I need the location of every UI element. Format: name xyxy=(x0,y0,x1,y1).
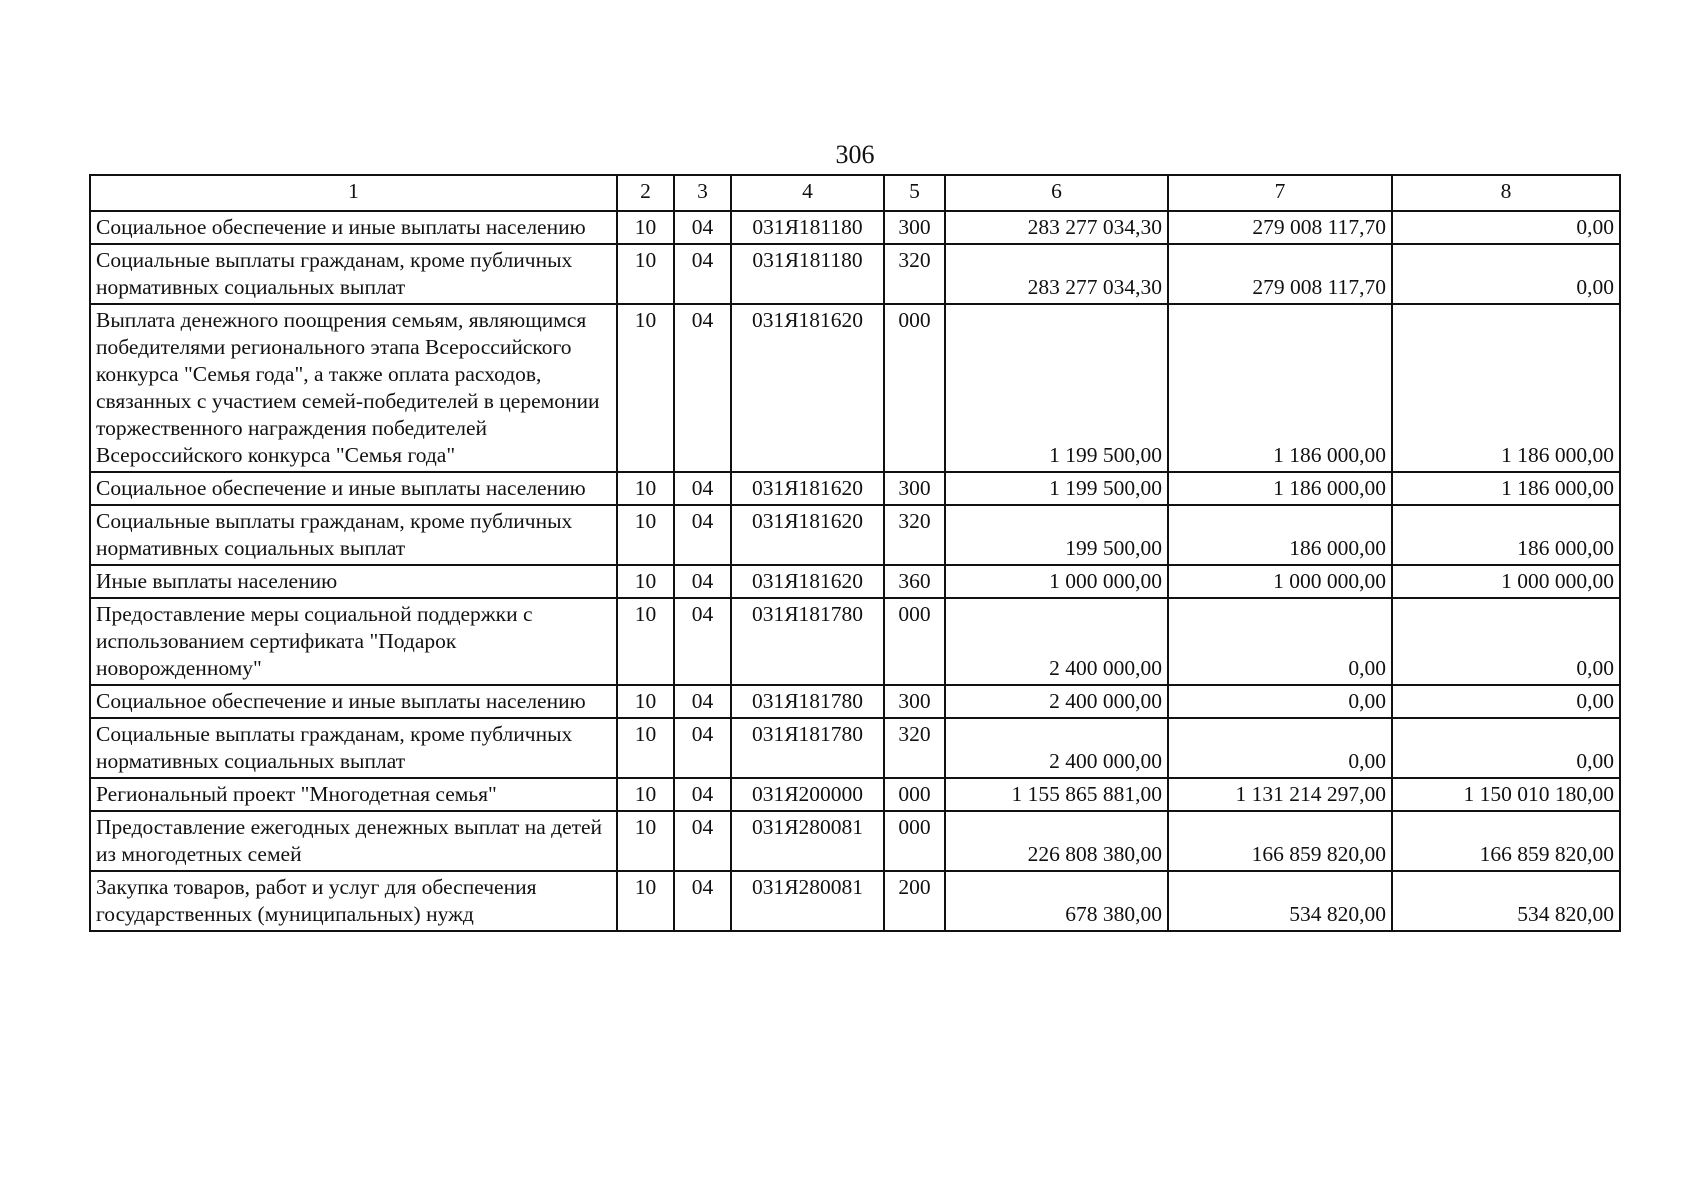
target-article-code: 031Я280081 xyxy=(731,871,884,931)
row-description: Закупка товаров, работ и услуг для обеспечения государственных (муниципальных) нужд xyxy=(90,871,617,931)
target-article-code: 031Я200000 xyxy=(731,778,884,811)
row-description: Выплата денежного поощрения семьям, являющимся победителями регионального этапа Всероссийского конкурса "Семья года", а также оплата расходов, связанных с участием семей-победителей в церемонии торжественного награждения победителей Всероссийского конкурса "Семья года" xyxy=(90,304,617,472)
expense-type-code: 300 xyxy=(884,685,945,718)
row-description: Иные выплаты населению xyxy=(90,565,617,598)
expense-type-code: 320 xyxy=(884,244,945,304)
amount-col-7: 0,00 xyxy=(1168,718,1392,778)
table-row xyxy=(90,871,1620,931)
section-code: 10 xyxy=(617,718,674,778)
expense-type-code: 000 xyxy=(884,304,945,472)
expense-type-code: 200 xyxy=(884,871,945,931)
section-code: 10 xyxy=(617,505,674,565)
section-code: 10 xyxy=(617,304,674,472)
row-description: Предоставление меры социальной поддержки с использованием сертификата "Подарок новорожденному" xyxy=(90,598,617,685)
amount-col-7: 166 859 820,00 xyxy=(1168,811,1392,871)
amount-col-7: 0,00 xyxy=(1168,598,1392,685)
amount-col-6: 2 400 000,00 xyxy=(945,598,1168,685)
expense-type-code: 300 xyxy=(884,211,945,244)
section-code: 10 xyxy=(617,778,674,811)
subsection-code: 04 xyxy=(674,565,731,598)
table-row xyxy=(90,304,1620,472)
row-description: Социальное обеспечение и иные выплаты населению xyxy=(90,472,617,505)
amount-col-6: 1 155 865 881,00 xyxy=(945,778,1168,811)
target-article-code: 031Я181780 xyxy=(731,685,884,718)
amount-col-8: 1 000 000,00 xyxy=(1392,565,1620,598)
expense-type-code: 320 xyxy=(884,718,945,778)
amount-col-7: 1 131 214 297,00 xyxy=(1168,778,1392,811)
amount-col-6: 678 380,00 xyxy=(945,871,1168,931)
amount-col-7: 1 000 000,00 xyxy=(1168,565,1392,598)
amount-col-6: 2 400 000,00 xyxy=(945,685,1168,718)
amount-col-7: 1 186 000,00 xyxy=(1168,472,1392,505)
amount-col-8: 166 859 820,00 xyxy=(1392,811,1620,871)
column-header-8: 8 xyxy=(1392,175,1620,211)
table-row xyxy=(90,472,1620,505)
column-header-4: 4 xyxy=(731,175,884,211)
amount-col-7: 1 186 000,00 xyxy=(1168,304,1392,472)
column-header-1: 1 xyxy=(90,175,617,211)
subsection-code: 04 xyxy=(674,598,731,685)
subsection-code: 04 xyxy=(674,211,731,244)
amount-col-8: 534 820,00 xyxy=(1392,871,1620,931)
table-header-row xyxy=(90,175,1620,211)
amount-col-7: 279 008 117,70 xyxy=(1168,211,1392,244)
column-header-7: 7 xyxy=(1168,175,1392,211)
section-code: 10 xyxy=(617,871,674,931)
amount-col-6: 226 808 380,00 xyxy=(945,811,1168,871)
column-header-3: 3 xyxy=(674,175,731,211)
section-code: 10 xyxy=(617,472,674,505)
target-article-code: 031Я181780 xyxy=(731,598,884,685)
row-description: Социальные выплаты гражданам, кроме публичных нормативных социальных выплат xyxy=(90,505,617,565)
target-article-code: 031Я181620 xyxy=(731,565,884,598)
amount-col-6: 283 277 034,30 xyxy=(945,211,1168,244)
amount-col-6: 1 199 500,00 xyxy=(945,472,1168,505)
budget-table xyxy=(89,174,1621,932)
section-code: 10 xyxy=(617,598,674,685)
amount-col-8: 0,00 xyxy=(1392,598,1620,685)
table-row xyxy=(90,505,1620,565)
target-article-code: 031Я181620 xyxy=(731,304,884,472)
table-row xyxy=(90,211,1620,244)
expense-type-code: 300 xyxy=(884,472,945,505)
subsection-code: 04 xyxy=(674,778,731,811)
target-article-code: 031Я181780 xyxy=(731,718,884,778)
target-article-code: 031Я280081 xyxy=(731,811,884,871)
section-code: 10 xyxy=(617,244,674,304)
amount-col-6: 1 199 500,00 xyxy=(945,304,1168,472)
amount-col-7: 534 820,00 xyxy=(1168,871,1392,931)
table-row xyxy=(90,598,1620,685)
expense-type-code: 360 xyxy=(884,565,945,598)
expense-type-code: 000 xyxy=(884,598,945,685)
amount-col-8: 0,00 xyxy=(1392,211,1620,244)
amount-col-8: 1 186 000,00 xyxy=(1392,472,1620,505)
target-article-code: 031Я181180 xyxy=(731,211,884,244)
subsection-code: 04 xyxy=(674,811,731,871)
amount-col-6: 1 000 000,00 xyxy=(945,565,1168,598)
row-description: Социальные выплаты гражданам, кроме публичных нормативных социальных выплат xyxy=(90,718,617,778)
amount-col-8: 1 150 010 180,00 xyxy=(1392,778,1620,811)
section-code: 10 xyxy=(617,211,674,244)
amount-col-6: 2 400 000,00 xyxy=(945,718,1168,778)
page-number: 306 xyxy=(835,140,875,169)
table-row xyxy=(90,811,1620,871)
target-article-code: 031Я181180 xyxy=(731,244,884,304)
amount-col-8: 0,00 xyxy=(1392,244,1620,304)
subsection-code: 04 xyxy=(674,472,731,505)
expense-type-code: 000 xyxy=(884,811,945,871)
section-code: 10 xyxy=(617,685,674,718)
row-description: Региональный проект "Многодетная семья" xyxy=(90,778,617,811)
subsection-code: 04 xyxy=(674,685,731,718)
target-article-code: 031Я181620 xyxy=(731,505,884,565)
expense-type-code: 320 xyxy=(884,505,945,565)
amount-col-8: 186 000,00 xyxy=(1392,505,1620,565)
subsection-code: 04 xyxy=(674,244,731,304)
table-row xyxy=(90,685,1620,718)
column-header-6: 6 xyxy=(945,175,1168,211)
section-code: 10 xyxy=(617,565,674,598)
amount-col-8: 0,00 xyxy=(1392,718,1620,778)
expense-type-code: 000 xyxy=(884,778,945,811)
row-description: Социальные выплаты гражданам, кроме публичных нормативных социальных выплат xyxy=(90,244,617,304)
amount-col-8: 0,00 xyxy=(1392,685,1620,718)
amount-col-8: 1 186 000,00 xyxy=(1392,304,1620,472)
table-row xyxy=(90,778,1620,811)
target-article-code: 031Я181620 xyxy=(731,472,884,505)
subsection-code: 04 xyxy=(674,718,731,778)
amount-col-7: 0,00 xyxy=(1168,685,1392,718)
table-row xyxy=(90,244,1620,304)
subsection-code: 04 xyxy=(674,871,731,931)
amount-col-6: 199 500,00 xyxy=(945,505,1168,565)
section-code: 10 xyxy=(617,811,674,871)
subsection-code: 04 xyxy=(674,505,731,565)
amount-col-6: 283 277 034,30 xyxy=(945,244,1168,304)
table-row xyxy=(90,718,1620,778)
table-row xyxy=(90,565,1620,598)
row-description: Предоставление ежегодных денежных выплат на детей из многодетных семей xyxy=(90,811,617,871)
row-description: Социальное обеспечение и иные выплаты населению xyxy=(90,685,617,718)
column-header-5: 5 xyxy=(884,175,945,211)
subsection-code: 04 xyxy=(674,304,731,472)
amount-col-7: 186 000,00 xyxy=(1168,505,1392,565)
column-header-2: 2 xyxy=(617,175,674,211)
amount-col-7: 279 008 117,70 xyxy=(1168,244,1392,304)
row-description: Социальное обеспечение и иные выплаты населению xyxy=(90,211,617,244)
